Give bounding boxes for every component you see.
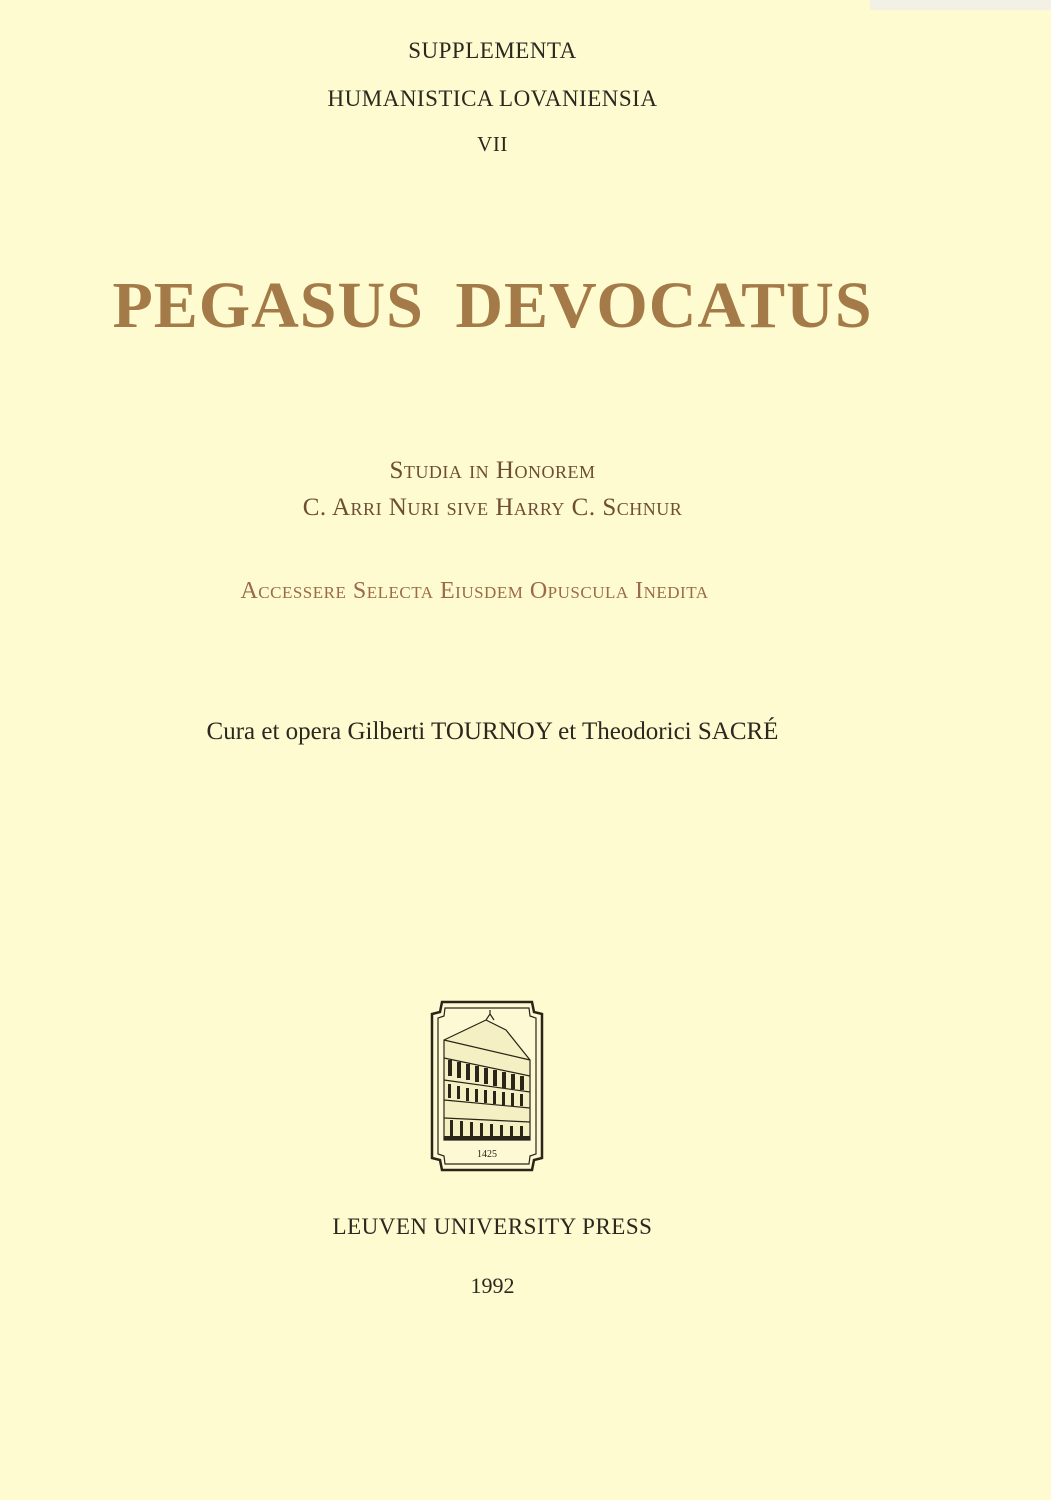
publication-year: 1992 — [470, 1273, 515, 1298]
series-name-line2: HUMANISTICA LOVANIENSIA — [327, 86, 658, 111]
series-name-line1: SUPPLEMENTA — [408, 38, 577, 63]
subtitle-line2: C. Arri Nuri sive Harry C. Schnur — [302, 494, 683, 521]
logo-year-text: 1425 — [477, 1149, 497, 1160]
book-title: PEGASUS DEVOCATUS — [112, 269, 873, 342]
subtitle-line1: Studia in Honorem — [389, 457, 596, 484]
series-number: VII — [477, 132, 508, 156]
publisher-logo — [430, 1000, 544, 1172]
accessere-line: Accessere Selecta Eiusdem Opuscula Inedita — [240, 578, 709, 604]
editors-line: Cura et opera Gilberti TOURNOY et Theodorici SACRÉ — [206, 718, 779, 745]
publisher-name: LEUVEN UNIVERSITY PRESS — [332, 1214, 653, 1239]
scan-edge — [870, 0, 1051, 10]
